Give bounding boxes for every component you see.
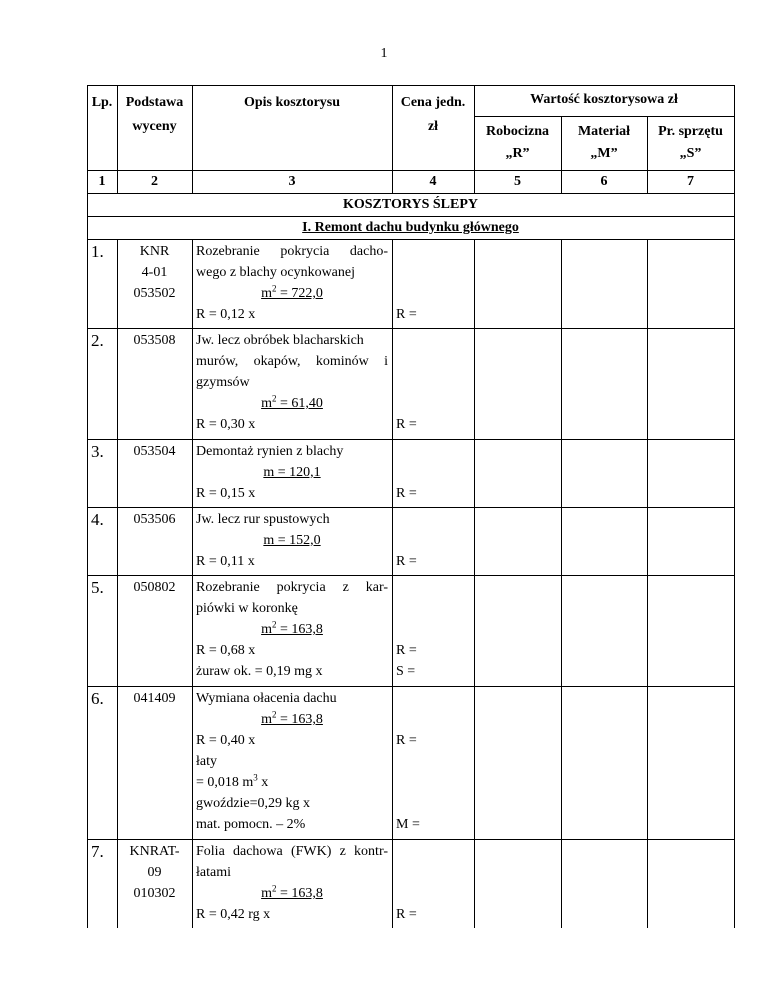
column-number: 3	[288, 174, 296, 189]
header-basis	[117, 95, 192, 135]
row-number: 4.	[91, 510, 104, 529]
row-description	[192, 577, 392, 686]
unit-price-label: S =	[396, 664, 416, 679]
page-number: 1	[380, 46, 388, 61]
description-line: Demontaż rynien z blachy	[196, 444, 344, 459]
header-unit-price	[392, 95, 474, 135]
description-line: m = 152,0	[263, 533, 321, 548]
unit-price-label: R =	[396, 486, 417, 501]
description-line: gwoździe=0,29 kg x	[196, 796, 311, 811]
description-line: Folia dachowa (FWK) z kontr-	[196, 844, 388, 859]
description-line: R = 0,68 x	[196, 643, 256, 658]
row-unit-price	[392, 841, 474, 928]
header-labour	[474, 124, 561, 162]
row-number: 1.	[91, 242, 104, 261]
table-row	[87, 507, 735, 575]
basis-line: KNR	[139, 244, 170, 259]
row-description	[192, 330, 392, 439]
table-row	[87, 239, 735, 328]
description-line: R = 0,11 x	[196, 554, 255, 569]
unit-price-label: R =	[396, 733, 417, 748]
description-line: Rozebranie pokrycia z kar-	[196, 580, 388, 595]
row-description	[192, 688, 392, 839]
basis-line: KNRAT-	[129, 844, 180, 859]
section-title-row	[87, 193, 735, 216]
unit-price-label: R =	[396, 554, 417, 569]
basis-line: 053506	[133, 512, 176, 527]
row-unit-price	[392, 441, 474, 507]
description-line: gzymsów	[196, 375, 250, 390]
description-line: $m^2 = 163,8$	[261, 883, 323, 901]
description-line: R = 0,15 x	[196, 486, 256, 501]
description-line: m = 120,1	[263, 465, 321, 480]
description-line: $m^2 = 722,0$	[261, 283, 323, 301]
row-description	[192, 441, 392, 507]
description-line: Jw. lecz rur spustowych	[196, 512, 330, 527]
basis-line: 053504	[133, 444, 176, 459]
header-unit-price-line1: Cena jedn.	[400, 95, 466, 110]
description-line: Jw. lecz obróbek blacharskich	[196, 333, 364, 348]
header-equipment	[647, 124, 734, 162]
row-unit-price	[392, 688, 474, 839]
basis-line: 053502	[133, 286, 176, 301]
row-basis	[117, 330, 192, 439]
row-unit-price	[392, 330, 474, 439]
column-number: 6	[600, 174, 608, 189]
row-number: 2.	[91, 331, 104, 350]
unit-price-label: R =	[396, 307, 417, 322]
header-basis-line1: Podstawa	[125, 95, 184, 110]
description-line: R = 0,12 x	[196, 307, 256, 322]
column-number: 7	[687, 174, 694, 189]
header-labour-line1: Robocizna	[486, 124, 549, 139]
table-row	[87, 686, 735, 839]
description-line: R = 0,40 x	[196, 733, 256, 748]
table-row	[87, 575, 735, 686]
basis-line: 050802	[133, 580, 176, 595]
basis-line: 4-01	[141, 265, 168, 280]
basis-line: 041409	[133, 691, 176, 706]
description-line: mat. pomocn. – 2%	[196, 817, 306, 832]
column-number: 1	[98, 174, 106, 189]
description-line: Wymiana ołacenia dachu	[196, 691, 337, 706]
column-number: 2	[151, 174, 158, 189]
description-line: R = 0,42 rg x	[196, 907, 271, 922]
header-material	[561, 124, 647, 162]
description-line: murów, okapów, kominów i	[196, 354, 388, 369]
header-basis-line2: wyceny	[132, 119, 177, 134]
description-line: Rozebranie pokrycia dacho-	[196, 244, 388, 259]
description-line: łaty	[196, 754, 217, 769]
row-basis	[117, 441, 192, 507]
row-description	[192, 509, 392, 575]
row-basis	[117, 841, 192, 928]
basis-line: 09	[147, 865, 162, 880]
header-equipment-line2: „S”	[679, 146, 702, 161]
unit-price-label: R =	[396, 907, 417, 922]
header-lp: Lp.	[91, 95, 113, 110]
column-numbers-row	[87, 170, 735, 193]
table-header	[87, 85, 735, 170]
row-basis	[117, 688, 192, 839]
description-line: = 0,018 $m^3$ x	[196, 772, 269, 790]
column-number: 5	[514, 174, 521, 189]
description-line: łatami	[196, 865, 231, 880]
unit-price-label: R =	[396, 417, 417, 432]
row-number: 5.	[91, 578, 104, 597]
row-basis	[117, 241, 192, 328]
row-unit-price	[392, 577, 474, 686]
subsection-title: I. Remont dachu budynku głównego	[302, 220, 519, 235]
description-line: $m^2 = 61,40$	[261, 393, 323, 411]
section-title: KOSZTORYS ŚLEPY	[342, 197, 479, 212]
row-number: 7.	[91, 842, 104, 861]
header-material-line2: „M”	[590, 146, 618, 161]
cost-estimate-table	[87, 85, 735, 928]
column-number: 4	[429, 174, 437, 189]
row-unit-price	[392, 509, 474, 575]
row-number: 3.	[91, 442, 104, 461]
description-line: R = 0,30 x	[196, 417, 256, 432]
row-description	[192, 241, 392, 328]
description-line: $m^2 = 163,8$	[261, 709, 323, 727]
unit-price-label: R =	[396, 643, 417, 658]
table-row	[87, 439, 735, 507]
table-row	[87, 328, 735, 439]
basis-line: 053508	[133, 333, 176, 348]
basis-line: 010302	[133, 886, 176, 901]
subsection-title-row	[87, 216, 735, 239]
description-line: piówki w koronkę	[196, 601, 298, 616]
table-row	[87, 839, 735, 928]
row-basis	[117, 577, 192, 686]
header-equipment-line1: Pr. sprzętu	[658, 124, 723, 139]
header-labour-line2: „R”	[505, 146, 530, 161]
description-line: żuraw ok. = 0,19 mg x	[196, 664, 323, 679]
header-description: Opis kosztorysu	[243, 95, 341, 110]
description-line: $m^2 = 163,8$	[261, 619, 323, 637]
description-line: wego z blachy ocynkowanej	[196, 265, 355, 280]
row-basis	[117, 509, 192, 575]
header-cost-value: Wartość kosztorysowa zł	[530, 92, 678, 107]
unit-price-label: M =	[396, 817, 420, 832]
header-material-line1: Materiał	[577, 124, 631, 139]
row-unit-price	[392, 241, 474, 328]
row-description	[192, 841, 392, 928]
row-number: 6.	[91, 689, 104, 708]
header-unit-price-line2: zł	[427, 119, 439, 134]
